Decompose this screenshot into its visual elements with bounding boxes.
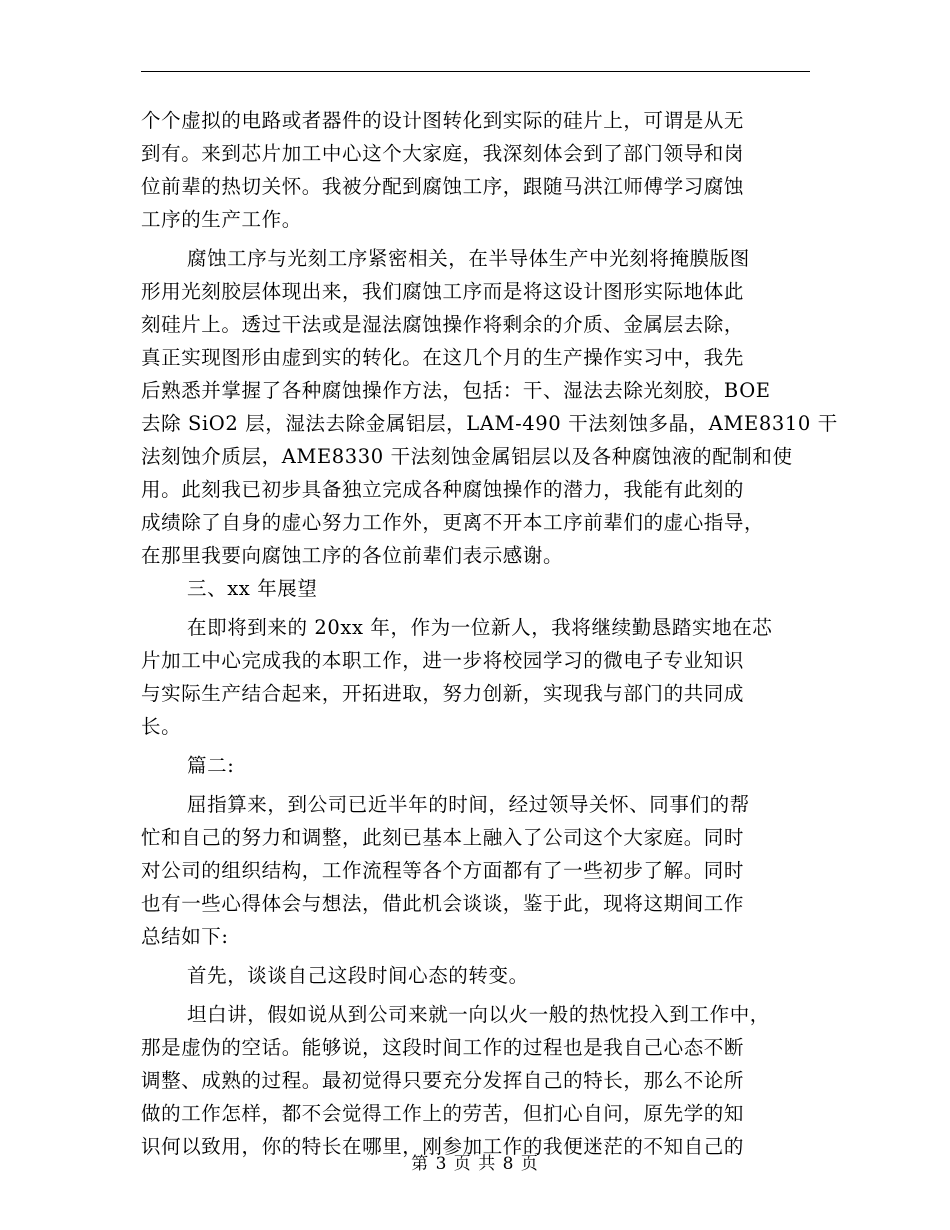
document-body [141, 104, 838, 1163]
text-line: 也有一些心得体会与想法，借此机会谈谈，鉴于此，现将这期间工作 [141, 892, 745, 915]
text-line: 用。此刻我已初步具备独立完成各种腐蚀操作的潜力，我能有此刻的 [141, 478, 745, 501]
text-line: 形用光刻胶层体现出来，我们腐蚀工序而是将这设计图形实际地体此 [141, 280, 745, 303]
paragraph-start-line: 屈指算来，到公司已近半年的时间，经过领导关怀、同事们的帮 [187, 793, 750, 816]
paragraph-start-line: 腐蚀工序与光刻工序紧密相关，在半导体生产中光刻将掩膜版图 [187, 247, 750, 270]
text-line: 总结如下: [141, 925, 229, 948]
text-line: 位前辈的热切关怀。我被分配到腐蚀工序，跟随马洪江师傅学习腐蚀 [141, 175, 745, 198]
text-line: 那是虚伪的空话。能够说，这段时间工作的过程也是我自己心态不断 [141, 1036, 745, 1059]
text-line: 忙和自己的努力和调整，此刻已基本上融入了公司这个大家庭。同时 [141, 826, 745, 849]
text-line: 刻硅片上。透过干法或是湿法腐蚀操作将剩余的介质、金属层去除， [141, 313, 745, 336]
text-line: 在那里我要向腐蚀工序的各位前辈们表示感谢。 [141, 544, 564, 567]
text-line: 成绩除了自身的虚心努力工作外，更离不开本工序前辈们的虚心指导， [141, 511, 765, 534]
text-line: 与实际生产结合起来，开拓进取，努力创新，实现我与部门的共同成 [141, 682, 745, 705]
text-line: 去除 SiO2 层，湿法去除金属铝层，LAM-490 干法刻蚀多晶，AME8310 干 [141, 412, 838, 435]
text-line: 工序的生产工作。 [141, 208, 302, 231]
page-number-footer: 第 3 页 共 8 页 [411, 1154, 539, 1174]
text-line: 到有。来到芯片加工中心这个大家庭，我深刻体会到了部门领导和岗 [141, 142, 745, 165]
text-line: 识何以致用，你的特长在哪里，刚参加工作的我便迷茫的不知自己的 [141, 1135, 745, 1158]
section-heading: 三、xx 年展望 [187, 577, 318, 600]
text-line: 对公司的组织结构，工作流程等各个方面都有了一些初步了解。同时 [141, 859, 745, 882]
text-line: 法刻蚀介质层，AME8330 干法刻蚀金属铝层以及各种腐蚀液的配制和使 [141, 445, 793, 468]
text-line: 真正实现图形由虚到实的转化。在这几个月的生产操作实习中，我先 [141, 346, 745, 369]
text-line: 调整、成熟的过程。最初觉得只要充分发挥自己的特长，那么不论所 [141, 1069, 745, 1092]
paragraph-start-line: 首先，谈谈自己这段时间心态的转变。 [187, 964, 529, 987]
header-rule [141, 71, 810, 72]
text-line: 个个虚拟的电路或者器件的设计图转化到实际的硅片上，可谓是从无 [141, 109, 745, 132]
paragraph-start-line: 坦白讲，假如说从到公司来就一向以火一般的热忱投入到工作中， [187, 1003, 770, 1026]
paragraph-start-line: 在即将到来的 20xx 年，作为一位新人，我将继续勤恳踏实地在芯 [187, 616, 773, 639]
text-line: 做的工作怎样，都不会觉得工作上的劳苦，但扪心自问，原先学的知 [141, 1102, 745, 1125]
section-heading: 篇二: [187, 754, 235, 777]
text-line: 长。 [141, 715, 182, 738]
text-line: 后熟悉并掌握了各种腐蚀操作方法，包括：干、湿法去除光刻胶，BOE [141, 379, 771, 402]
text-line: 片加工中心完成我的本职工作，进一步将校园学习的微电子专业知识 [141, 649, 745, 672]
